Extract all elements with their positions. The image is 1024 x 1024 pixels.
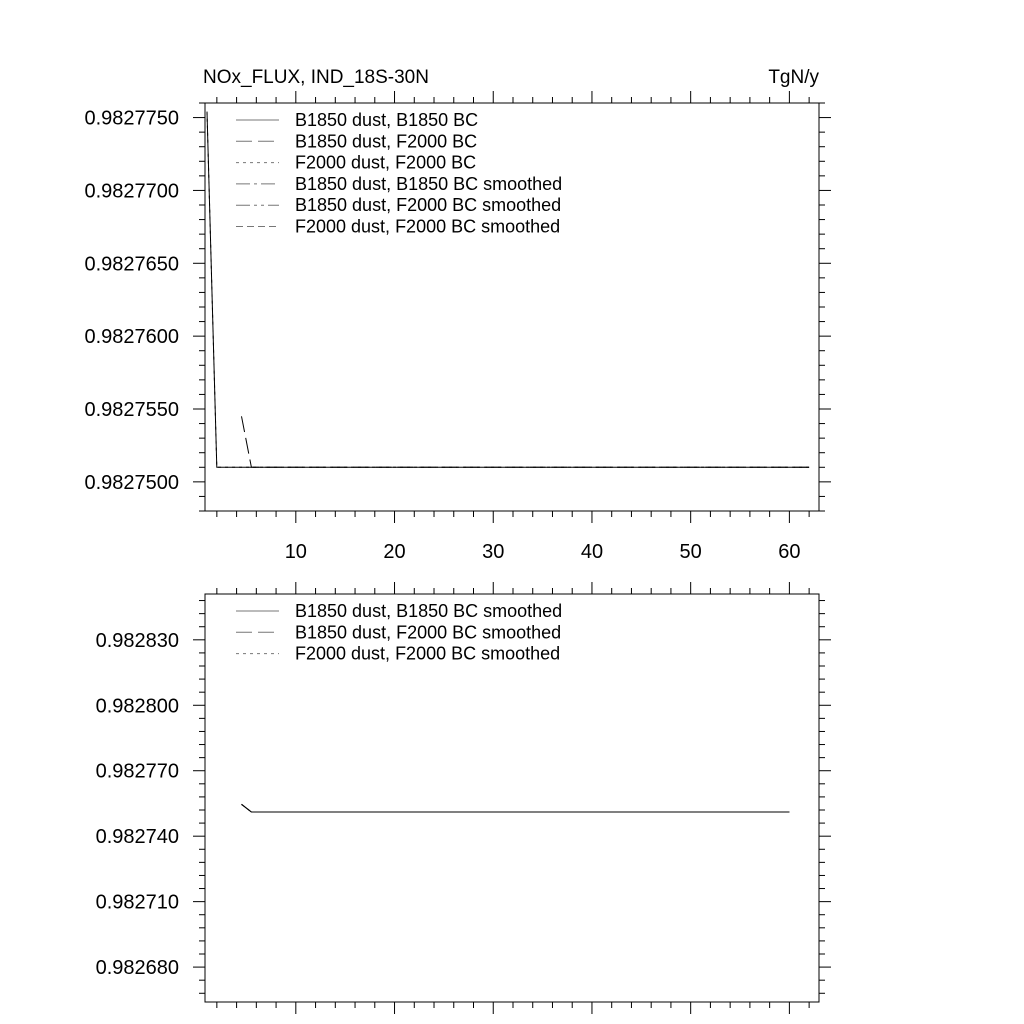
x-tick-label: 50 <box>679 541 702 563</box>
y-tick-label: 0.982710 <box>95 891 179 914</box>
x-tick-label: 20 <box>383 541 406 563</box>
legend-label: F2000 dust, F2000 BC smoothed <box>295 216 561 237</box>
series-line-3 <box>242 804 790 812</box>
y-tick-label: 0.9827700 <box>84 180 179 203</box>
y-tick-label: 0.982680 <box>95 957 179 980</box>
legend-label: F2000 dust, F2000 BC smoothed <box>295 643 561 664</box>
legend-label: B1850 dust, F2000 BC smoothed <box>295 195 562 216</box>
legend <box>236 601 562 664</box>
legend-label: B1850 dust, F2000 BC <box>295 131 478 152</box>
panel-1 <box>84 67 831 563</box>
y-tick-label: 0.982800 <box>95 695 179 718</box>
y-tick-label: 0.9827500 <box>84 471 179 494</box>
series-line-1 <box>242 804 790 812</box>
series-line-2 <box>242 804 790 812</box>
y-tick-label: 0.9827750 <box>84 107 179 130</box>
y-tick-label: 0.982740 <box>95 826 179 849</box>
chart-title: NOx_FLUX, IND_18S-30N <box>203 67 429 88</box>
legend-label: B1850 dust, F2000 BC smoothed <box>295 622 562 643</box>
legend-label: F2000 dust, F2000 BC <box>295 152 477 173</box>
panel-2 <box>96 582 831 1014</box>
legend-label: B1850 dust, B1850 BC <box>295 110 479 130</box>
x-tick-label: 40 <box>580 541 604 563</box>
y-tick-label: 0.982830 <box>95 629 179 652</box>
y-tick-label: 0.982770 <box>95 760 179 783</box>
legend <box>236 110 562 237</box>
legend-label: B1850 dust, B1850 BC smoothed <box>295 601 563 621</box>
x-tick-label: 30 <box>482 541 505 563</box>
x-tick-label: 60 <box>778 541 801 563</box>
series-line-2 <box>242 416 810 467</box>
units-label: TgN/y <box>768 67 819 88</box>
legend-label: B1850 dust, B1850 BC smoothed <box>295 173 563 194</box>
x-tick-label: 10 <box>284 541 307 563</box>
y-tick-label: 0.9827650 <box>84 253 179 276</box>
y-tick-label: 0.9827550 <box>84 399 179 421</box>
y-tick-label: 0.9827600 <box>84 326 179 349</box>
